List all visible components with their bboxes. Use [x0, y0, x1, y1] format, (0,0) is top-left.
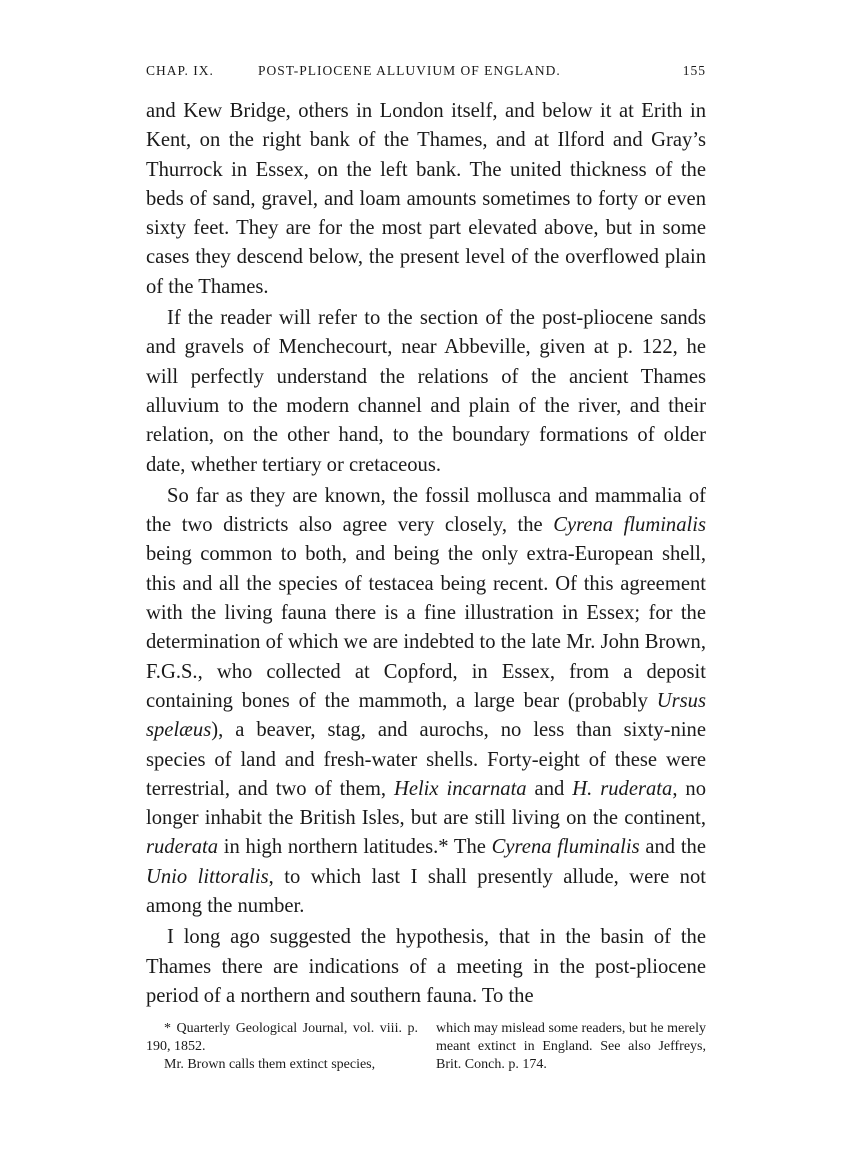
- footnote-citation: * Quarterly Geological Journal, vol. viii. p. 190, 1852.: [146, 1021, 418, 1054]
- paragraph-1: and Kew Bridge, others in London itself, and below it at Erith in Kent, on the right bank of the Thames, and at Ilford and Gray’s Thurrock in Essex, on the left bank. The united thickness of the beds of sand, gravel, and loam amounts sometimes to forty or even sixty feet. They are for the most part elevated above, but in some cases they descend below, the present level of the overflowed plain of the Thames.: [146, 100, 706, 298]
- text-run: , no longer inhabit the British Isles, but are still living on the continent,: [146, 777, 707, 830]
- footnote-text: Mr. Brown calls them extinct species,: [164, 1057, 376, 1072]
- text-run: and: [526, 777, 573, 800]
- footnote-right-column: which may mislead some readers, but he merely meant extinct in England. See also Jeffreys, Brit. Conch. p. 174.: [436, 1021, 706, 1072]
- paragraph-3: [146, 482, 706, 921]
- footnote-left-column: [146, 1020, 418, 1074]
- text-run: being common to both, and being the only extra-European shell, this and all the species of testacea being recent. Of this agreement with the living fauna there is a fine illustration in Essex; for the determination of which we are indebted to the late Mr. John Brown, F.G.S., who collected at Copford, in Essex, from a deposit containing bones of the mammoth, a large bear (probably: [146, 543, 706, 712]
- chapter-label: CHAP. IX.: [146, 63, 214, 78]
- running-header: [146, 58, 706, 86]
- body-text: [146, 97, 706, 1011]
- footnote: [146, 1020, 706, 1074]
- paragraph-2: If the reader will refer to the section of the post-pliocene sands and gravels of Menchecourt, near Abbeville, given at p. 122, he will perfectly understand the relations of the ancient Thames alluvium to the modern channel and plain of the river, and their relation, on the other hand, to the boundary formations of older date, whether tertiary or cretaceous.: [146, 307, 706, 476]
- species-name: Unio littoralis: [146, 865, 269, 888]
- paragraph-4: I long ago suggested the hypothesis, that in the basin of the Thames there are indications of a meeting in the post-pliocene period of a northern and southern fauna. To the: [146, 926, 706, 1007]
- text-run: So far as they are known, the fossil mollusca and mammalia of the two districts also agree very closely, the: [146, 484, 706, 537]
- species-name: Cyrena fluminalis: [491, 836, 640, 859]
- running-title: POST-PLIOCENE ALLUVIUM OF ENGLAND.: [258, 63, 561, 78]
- species-name: Ursus spelæus: [146, 689, 706, 742]
- text-run: and the: [639, 836, 706, 859]
- species-name: H. ruderata: [572, 777, 673, 800]
- text-run: , to which last I shall presently allude, were not among the number.: [146, 865, 706, 918]
- species-name: Cyrena fluminalis: [553, 514, 706, 537]
- text-run: ), a beaver, stag, and aurochs, no less than sixty-nine species of land and fresh-water shells. Forty-eight of these were terrestrial, and two of them,: [146, 719, 706, 800]
- page-number: 155: [682, 63, 706, 78]
- text-run: in high northern latitudes.* The: [218, 836, 492, 859]
- species-name: ruderata: [146, 836, 219, 859]
- species-name: Helix incarnata: [393, 777, 527, 800]
